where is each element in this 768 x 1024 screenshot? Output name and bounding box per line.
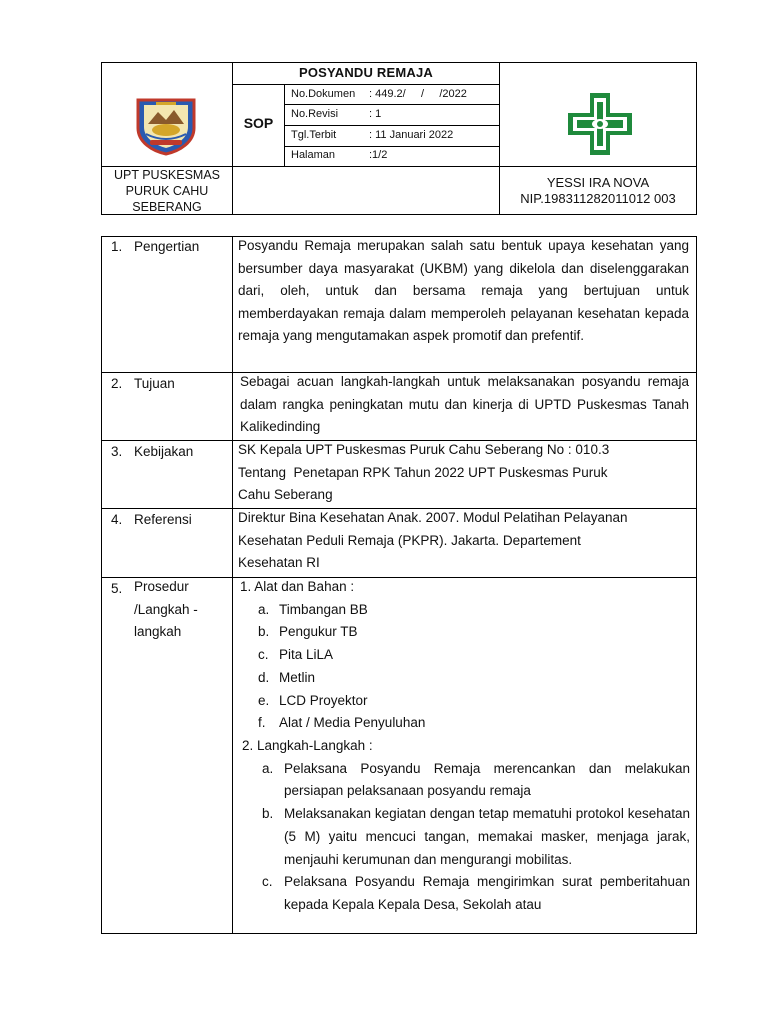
list-text: Melaksanakan kegiatan dengan tetap mematuhi protokol kesehatan (5 M) yaitu mencuci tangan, memakai masker, menjaga jarak, menjauhi kerumunan dan mengurangi mobilitas. bbox=[284, 806, 690, 867]
list-text: Timbangan BB bbox=[279, 601, 368, 617]
revision-label: No.Revisi bbox=[291, 108, 339, 120]
regency-crest-icon bbox=[134, 94, 198, 156]
content-border-left bbox=[101, 236, 102, 934]
page-value: :1/2 bbox=[369, 149, 388, 161]
unit-name bbox=[102, 167, 232, 215]
signer-nip: NIP.198311282011012 003 bbox=[520, 191, 676, 206]
list-item bbox=[258, 690, 688, 713]
langkah-list bbox=[262, 758, 690, 917]
alat-heading: 1. Alat dan Bahan : bbox=[240, 579, 355, 594]
signer-block bbox=[500, 175, 696, 207]
content-border-bottom bbox=[101, 933, 697, 934]
list-text: Pengukur TB bbox=[279, 624, 358, 640]
list-marker: f. bbox=[258, 715, 266, 731]
list-text: Pelaksana Posyandu Remaja mengirimkan surat pemberitahuan kepada Kepala Kepala Desa, Sekolah atau bbox=[284, 874, 690, 912]
content-border-right bbox=[696, 236, 697, 934]
list-text: Pelaksana Posyandu Remaja merencankan dan melakukan persiapan pelaksanaan posyandu remaja bbox=[284, 760, 690, 799]
sop-label: SOP bbox=[243, 115, 274, 131]
row-3-number: 3. bbox=[111, 444, 123, 459]
row-4-number: 4. bbox=[111, 512, 123, 527]
list-item bbox=[258, 712, 688, 735]
list-marker: c. bbox=[262, 874, 273, 890]
list-item bbox=[258, 644, 688, 667]
row-1-text: Posyandu Remaja merupakan salah satu bentuk upaya kesehatan yang bersumber daya masyarakat (UKBM) yang dikelola dan diselenggarakan dari, oleh, untuk dan bersama remaja yang bertujuan untuk memberdayakan remaja dalam memperoleh pelayanan kesehatan kepada remaja yang mengutamakan aspek promotif dan prefentif. bbox=[238, 238, 689, 343]
list-item bbox=[258, 667, 688, 690]
list-item bbox=[258, 599, 688, 622]
page-label: Halaman bbox=[291, 149, 336, 161]
doc-no-label: No.Dokumen bbox=[291, 88, 356, 100]
unit-name-line-2: PURUK CAHU bbox=[125, 184, 209, 198]
list-marker: c. bbox=[258, 647, 269, 663]
list-text: Metlin bbox=[279, 669, 316, 685]
list-marker: e. bbox=[258, 692, 270, 708]
row-3-text bbox=[238, 439, 689, 507]
row-5-number: 5. bbox=[111, 581, 123, 596]
row-2-label: Tujuan bbox=[134, 376, 175, 391]
row-5-label-line-3: langkah bbox=[134, 624, 182, 640]
unit-name-line-3: SEBERANG bbox=[132, 200, 202, 214]
row-4-line-1: Direktur Bina Kesehatan Anak. 2007. Modul Pelatihan Pelayanan bbox=[238, 510, 628, 525]
row-4-line-3: Kesehatan RI bbox=[238, 555, 320, 570]
unit-name-line-1: UPT PUSKESMAS bbox=[113, 168, 221, 182]
issued-date-value: : 11 Januari 2022 bbox=[369, 129, 454, 141]
row-4-line-2: Kesehatan Peduli Remaja (PKPR). Jakarta. Departement bbox=[238, 532, 581, 548]
row-1-label: Pengertian bbox=[134, 239, 200, 254]
list-item bbox=[262, 758, 690, 803]
row-5-label-line-1: Prosedur bbox=[134, 579, 189, 594]
list-text: Alat / Media Penyuluhan bbox=[279, 715, 426, 731]
row-3-line-3: Cahu Seberang bbox=[238, 487, 333, 502]
row-4-label: Referensi bbox=[134, 512, 192, 527]
row-5-label bbox=[134, 576, 230, 644]
list-marker: a. bbox=[258, 601, 270, 617]
row-3-line-2: Tentang Penetapan RPK Tahun 2022 UPT Puskesmas Puruk bbox=[238, 464, 608, 480]
langkah-heading: 2. Langkah-Langkah : bbox=[242, 738, 373, 753]
list-item bbox=[258, 621, 688, 644]
list-marker: d. bbox=[258, 669, 270, 685]
revision-value: : 1 bbox=[369, 108, 382, 120]
list-item bbox=[262, 803, 690, 871]
doc-no-value: : 449.2/ / /2022 bbox=[369, 88, 467, 100]
list-marker: b. bbox=[258, 624, 270, 640]
row-2-number: 2. bbox=[111, 376, 123, 391]
content-column-divider bbox=[232, 236, 233, 934]
alat-list bbox=[258, 599, 688, 735]
signer-name: YESSI IRA NOVA bbox=[546, 175, 650, 190]
issued-date-label: Tgl.Terbit bbox=[291, 129, 337, 141]
row-3-line-1: SK Kepala UPT Puskesmas Puruk Cahu Seberang No : 010.3 bbox=[238, 442, 610, 457]
list-text: Pita LiLA bbox=[279, 647, 334, 663]
list-item bbox=[262, 871, 690, 916]
list-marker: a. bbox=[262, 760, 274, 776]
row-2-text: Sebagai acuan langkah-langkah untuk melaksanakan posyandu remaja dalam rangka peningkatan mutu dan kinerja di UPTD Puskesmas Tanah Kalikedinding bbox=[240, 374, 689, 434]
list-marker: b. bbox=[262, 806, 274, 822]
list-text: LCD Proyektor bbox=[279, 692, 368, 708]
row-5-label-line-2: /Langkah - bbox=[134, 601, 198, 617]
row-1-number: 1. bbox=[111, 239, 123, 254]
header-border-right bbox=[696, 62, 697, 215]
row-4-text bbox=[238, 507, 689, 575]
health-cross-icon bbox=[566, 91, 634, 157]
document-title: POSYANDU REMAJA bbox=[299, 65, 433, 80]
row-3-label: Kebijakan bbox=[134, 444, 194, 459]
